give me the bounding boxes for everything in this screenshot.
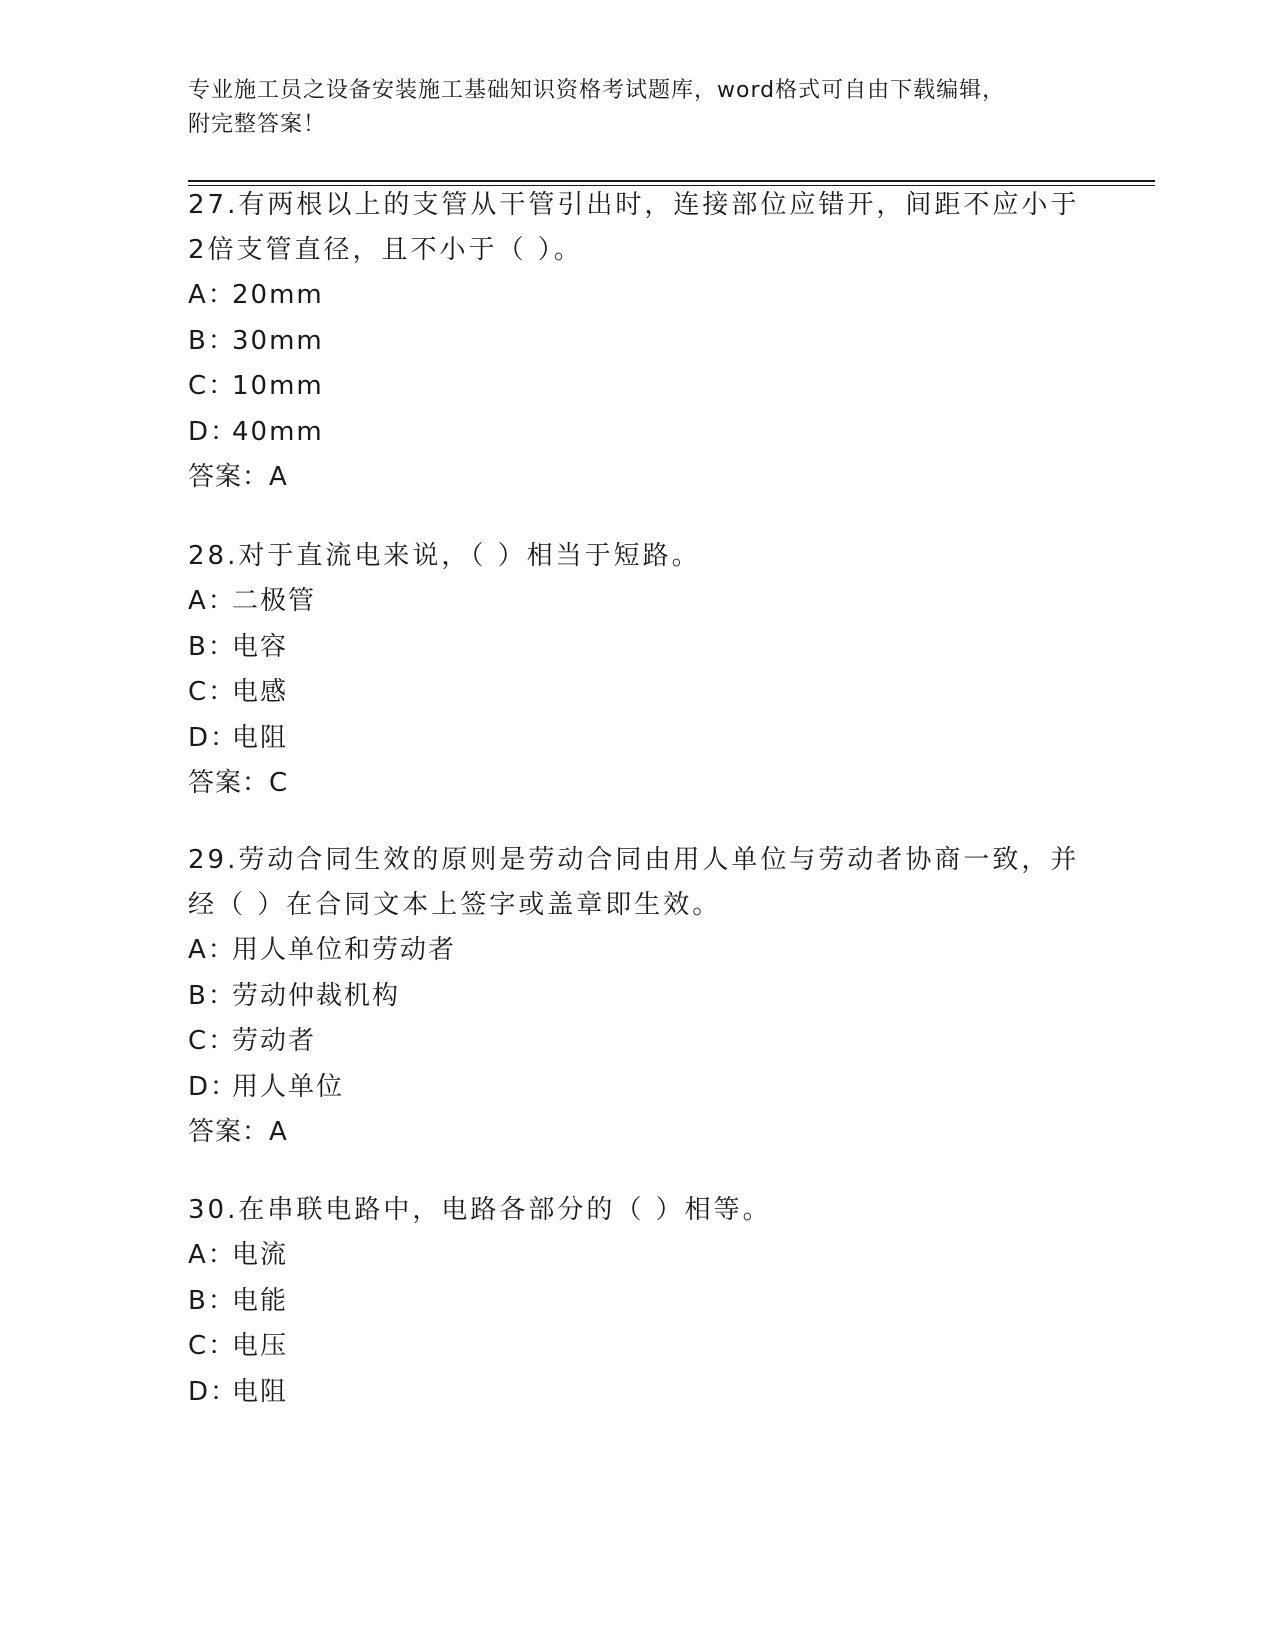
question-stem-line-1: 28.对于直流电来说，（ ）相当于短路。: [188, 541, 701, 571]
option-text: 20mm: [232, 280, 324, 310]
option-text: 二极管: [232, 586, 317, 616]
option-key: D：: [188, 722, 239, 753]
option-text: 电压: [232, 1331, 289, 1361]
option-text: 电阻: [232, 1376, 289, 1407]
option-key: A：: [188, 280, 236, 310]
option-a: [188, 928, 1088, 974]
option-key: C：: [188, 371, 237, 401]
question-stem-line-2: 经（ ）在合同文本上签字或盖章即生效。: [188, 890, 722, 920]
option-b: [188, 625, 1088, 671]
question-stem-line-2: 2倍支管直径，且不小于（ ）。: [188, 235, 583, 265]
header-line-1: 专业施工员之设备安装施工基础知识资格考试题库，word格式可自由下载编辑，: [188, 78, 1006, 103]
option-key: B：: [188, 631, 236, 662]
option-key: C：: [188, 1331, 237, 1361]
option-text: 40mm: [232, 416, 324, 447]
option-d: [188, 410, 1088, 456]
option-d: [188, 716, 1088, 762]
answer-line: 答案：A: [188, 462, 288, 492]
option-a: [188, 1233, 1088, 1279]
answer-line: 答案：C: [188, 768, 289, 798]
option-key: D：: [188, 1376, 239, 1407]
option-text: 劳动者: [232, 1026, 317, 1056]
option-text: 10mm: [232, 371, 324, 401]
question-28: [188, 534, 1088, 806]
option-a: [188, 273, 1088, 319]
document-header: [188, 74, 1088, 142]
option-key: D：: [188, 416, 239, 447]
question-stem-line-1: 29.劳动合同生效的原则是劳动合同由用人单位与劳动者协商一致，并: [188, 845, 1080, 875]
option-text: 用人单位: [232, 1071, 345, 1102]
option-key: B：: [188, 325, 236, 356]
option-text: 用人单位和劳动者: [232, 935, 457, 965]
answer-line: 答案：A: [188, 1117, 288, 1147]
option-text: 电容: [232, 631, 289, 662]
option-key: D：: [188, 1071, 239, 1102]
option-d: [188, 1370, 1088, 1416]
option-key: B：: [188, 980, 236, 1011]
option-key: A：: [188, 935, 236, 965]
header-line-2: 附完整答案！: [188, 112, 327, 137]
option-b: [188, 1279, 1088, 1325]
option-key: A：: [188, 1240, 236, 1270]
option-b: [188, 974, 1088, 1020]
header-divider-thick: [188, 180, 1155, 182]
question-30: [188, 1188, 1088, 1415]
question-stem-line-1: 30.在串联电路中，电路各部分的（ ）相等。: [188, 1195, 772, 1225]
option-text: 电能: [232, 1285, 289, 1316]
question-stem-line-1: 27.有两根以上的支管从干管引出时，连接部位应错开，间距不应小于: [188, 190, 1080, 220]
option-key: B：: [188, 1285, 236, 1316]
option-c: [188, 1019, 1088, 1065]
option-c: [188, 1324, 1088, 1370]
option-key: C：: [188, 1026, 237, 1056]
option-text: 电感: [232, 677, 289, 707]
option-b: [188, 319, 1088, 365]
option-c: [188, 670, 1088, 716]
option-c: [188, 364, 1088, 410]
option-text: 30mm: [232, 325, 324, 356]
question-27: [188, 183, 1088, 500]
option-key: C：: [188, 677, 237, 707]
option-key: A：: [188, 586, 236, 616]
question-29: [188, 838, 1088, 1155]
option-text: 劳动仲裁机构: [232, 980, 401, 1011]
option-text: 电流: [232, 1240, 289, 1270]
option-a: [188, 579, 1088, 625]
option-text: 电阻: [232, 722, 289, 753]
option-d: [188, 1065, 1088, 1111]
